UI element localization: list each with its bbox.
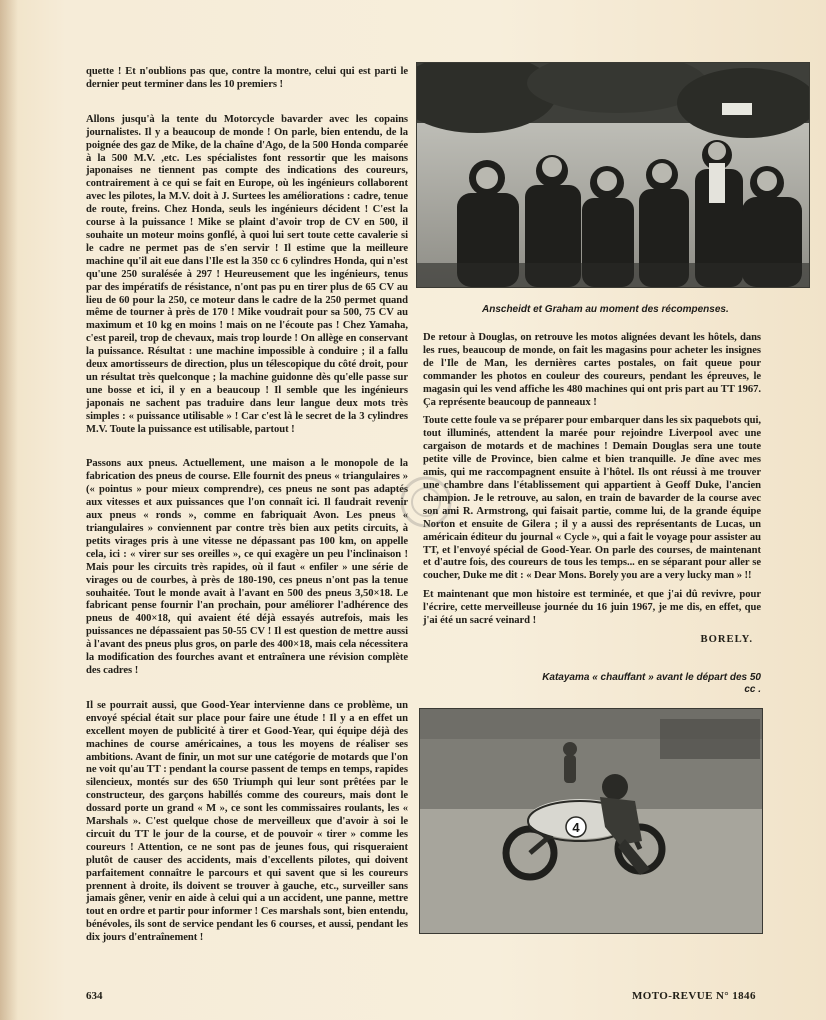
page-number: 634 xyxy=(86,990,103,1002)
paragraph-intro: quette ! Et n'oublions pas que, contre la montre, celui qui est parti le dernier peut terminer dans les 10 premiers ! xyxy=(86,66,408,90)
author-signature: BORELY. xyxy=(700,633,753,645)
motorcycle-photo-illustration xyxy=(420,709,762,933)
paragraph-motorcycle-tent: Allons jusqu'à la tente du Motorcycle bavarder avec les copains journalistes. Il y a beaucoup de monde ! On parle, bien entendu, de la poignée des gaz de Mike, de la chaîne d'Ago, de la 500 Honda comparée à la 500 M.V. ,etc. Les spécialistes font ressortir que les maisons japonaises ne tiennent pas compte des indications des coureurs, contrairement à ce qui se fait en Europe, où les ingénieurs collaborent avec les pilotes, la M.V. doit à J. Surtees les améliorations : cadre, tenue de route, freins. Chez Honda, seuls les ingénieurs décident ! C'est la course à la puissance ! Mike se plaint d'avoir trop de CV en 500, il souhaite un moteur moins gonflé, à quoi lui sert toute cette cavalerie si le cadre ne permet pas de s'en servir ! Il estime que la meilleure machine qu'il ait eue dans l'Ile est la 350 cc 6 cylindres Honda, qui n'est qu'une 250 suralésée à 297 ! Heureusement que les ingénieurs, tenus par des impératifs de résistance, n'ont pas pu en tirer plus de 65 CV au lieu de 60 pour la 250, ce moteur dans le cadre de la 250 permet quand même de tourner à près de 170 ! Mike voudrait pour sa 500, 75 CV au maximum et 10 kg en moins ! mais on ne l'écoute pas ! Chez Yamaha, c'est pareil, trop de chevaux, mais trop lourde ! On allège en conservant la puissance. Résultat : une machine impossible à conduire ; il a fallu deux amortisseurs de direction, plus un télescopique du côté droit, pour un résultat très quelconque ; la machine guidonne dès qu'elle passe sur une bosse et ici, il y en a beaucoup ! Il semble que les ingénieurs japonais ne sachent pas traduire dans leur langue deux mots très simples : « puissance utilisable » ! Car c'est là le secret de la 3 cylindres M.V. Toute la puissance est utilisable, partout ! xyxy=(86,113,408,435)
left-column xyxy=(86,66,408,967)
photo-award-ceremony xyxy=(416,62,810,288)
page-edge-shadow xyxy=(0,0,18,1020)
magazine-issue: MOTO-REVUE N° 1846 xyxy=(632,990,756,1002)
race-number-plate: 4 xyxy=(572,820,580,835)
photo1-caption: Anscheidt et Graham au moment des récompenses. xyxy=(482,304,729,315)
paragraph-douglas: De retour à Douglas, on retrouve les motos alignées devant les hôtels, dans les rues, beaucoup de monde, on fait les magasins pour acheter les insignes de l'Ile de Man, les dernières cartes postales, on fait queue pour commander les photos en couleur des coureurs, pendant les épreuves, le magasin qui les vend affiche les 480 machines qui ont pris part au TT 1967. Ça représente beaucoup de panneaux ! xyxy=(423,332,761,408)
paragraph-conclusion: Et maintenant que mon histoire est terminée, et que j'ai dû revivre, pour l'écrire, cette merveilleuse journée du 16 juin 1967, je me dis, en effet, que j'ai été un sacré veinard ! xyxy=(423,589,761,627)
paragraph-tyres: Passons aux pneus. Actuellement, une maison a le monopole de la fabrication des pneus de course. Elle fournit des pneus « triangulaires » (« pointus » pour mieux comprendre), ces pneus ne sont pas adaptés aux vitesses et aux puissances que l'on connaît ici. Il faudrait revenir aux pneus « ronds », comme en fabriquait Avon. Les pneus « triangulaires » conviennent par contre très bien aux petits circuits, à petits virages pris à une vitesse ne dépassant pas 100 km, on appelle cela, ici : « virer sur ses oreilles », ce qui exagère un peu l'inclinaison ! Mais pour les circuits très rapides, où il faut « enfiler » une série de virages ou de courbes, à près de 180-190, ces pneus n'ont pas la tenue souhaitée. Tout le monde avait à l'avant en 500 des pneus 3,50×18. Le fabricant pense fournir l'an prochain, pour améliorer l'adhérence des pneus de 400×18, qui avaient été déjà essayés autrefois, mais les puissances ne dépassaient pas 50-55 CV ! Il est question de mettre aussi à l'avant des pneus plus gros, on parle des 400×18, mais cela nécessitera la modification des fourches avant et entraînera une révision complète des cadres ! xyxy=(86,458,408,676)
photo2-caption: Katayama « chauffant » avant le départ des 50 cc . xyxy=(542,672,761,695)
paragraph-goodyear-marshals: Il se pourrait aussi, que Good-Year intervienne dans ce problème, un envoyé spécial était sur place pour faire une étude ! Il y a en effet un excellent moyen de publicité à tirer et Good-Year, qui équipe déjà des machines de course américaines, a tous les moyens de réaliser ses ambitions. Avant de finir, un mot sur une catégorie de motards que l'on ne voit qu'au TT : pendant la course passent de temps en temps, rapides silencieux, montés sur des 650 Triumph qui leur sont prêtées par le constructeur, des garçons habillés comme des coureurs, mais dont le dossard porte un grand « M », ce sont les commissaires roulants, les « Marshals ». C'est quelque chose de merveilleux que d'avoir à soi le circuit du TT le jour de la course, et de pouvoir « tirer » comme les coureurs ! Attention, ce ne sont pas de jeunes fous, qui risqueraient plutôt de causer des accidents, mais d'excellents pilotes, qui doivent parfaitement connaître le parcours et qui savent que si les coureurs prennent à droite, ils doivent se trouver à gauche, etc., surveiller sans jamais gêner, venir en aide à celui qui a un accident, une panne, mettre tout en ordre et partir pour informer ! Ces marshals sont, bien entendu, bénévoles, ils sont de service pendant les 6 courses, et aussi, pendant les dix jours d'entraînement ! xyxy=(86,699,408,944)
paragraph-crowd-leaving: Toute cette foule va se préparer pour embarquer dans les six paquebots qui, tout illuminés, attendent la marée pour rejoindre Liverpool avec une cargaison de motards et de machines ! Demain Douglas sera une toute petite ville de Province, bien calme et bien tranquille. Je dîne avec mes amis, qui me raccompagnent ensuite à l'hôtel. Ils ont réussi à me trouver une chambre dans l'établissement qui appartient à Geoff Duke, l'ancien champion. Je le retrouve, au salon, en train de bavarder de la course avec son ami R. Armstrong, qui faisait partie, comme lui, de la grande équipe Norton et ensuite de Gilera ; il y a aussi des représentants de Lucas, un américain éditeur du journal « Cycle », qui a fait le voyage pour assister au TT, et l'envoyé spécial de Good-Year. On parle des courses, de maintenant et d'autre fois, des coureurs de tous les temps... en se séparant pour aller se coucher, Duke me dit : « Dear Mons. Borely you are a very lucky man » !! xyxy=(423,415,761,582)
photo-katayama-bike xyxy=(419,708,763,934)
crowd-photo-illustration xyxy=(417,63,809,287)
right-column xyxy=(423,332,761,645)
